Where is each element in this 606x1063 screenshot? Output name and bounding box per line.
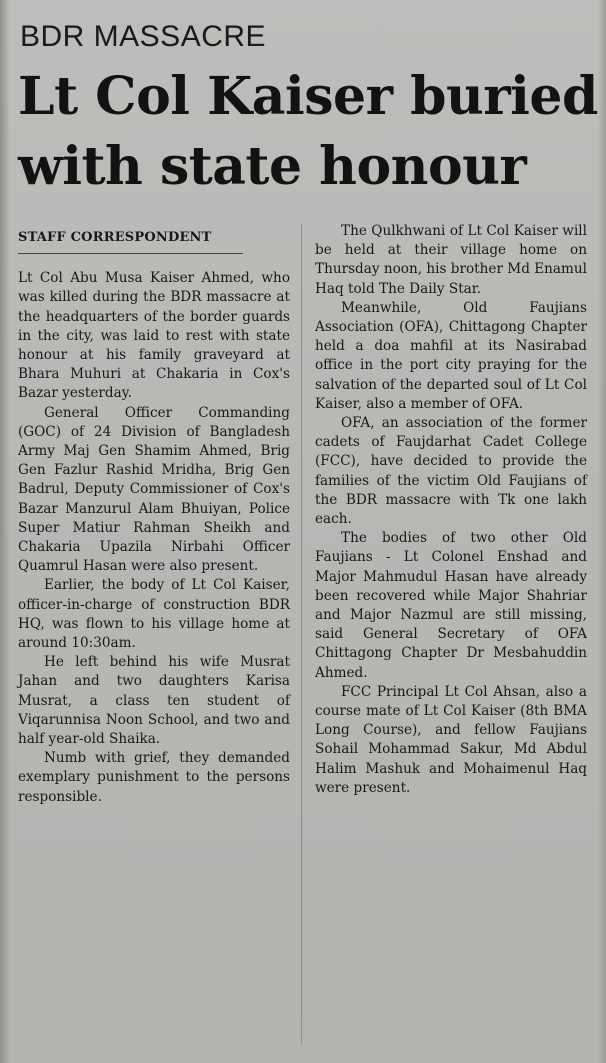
article-headline: Lt Col Kaiser buried with state honour bbox=[18, 66, 598, 197]
paragraph-9: The bodies of two other Old Faujians - Lt Colonel Enshad and Major Mahmudul Hasan have already been recovered while Major Shahriar and Major Nazmul are still missing, said General Secretary of OFA Chittagong Chapter Dr Mesbahuddin Ahmed. bbox=[315, 530, 587, 681]
left-column bbox=[18, 228, 290, 807]
paragraph-5: Numb with grief, they demanded exemplary punishment to the persons responsible. bbox=[18, 750, 290, 805]
paragraph-6: The Qulkhwani of Lt Col Kaiser will be held at their village home on Thursday noon, his brother Md Enamul Haq told The Daily Star. bbox=[315, 223, 587, 297]
right-column bbox=[315, 222, 587, 798]
paragraph-3: Earlier, the body of Lt Col Kaiser, officer-in-charge of construction BDR HQ, was flown to his village home at around 10:30am. bbox=[18, 577, 290, 652]
paper-right-edge-shadow bbox=[598, 0, 606, 1063]
paper-left-edge-shadow bbox=[0, 0, 10, 1063]
paragraph-10: FCC Principal Lt Col Ahsan, also a course mate of Lt Col Kaiser (8th BMA Long Course), and fellow Faujians Sohail Mohammad Sakur, Md Abdul Halim Mashuk and Mohaimenul Haq were present. bbox=[315, 683, 587, 796]
paragraph-1: Lt Col Abu Musa Kaiser Ahmed, who was killed during the BDR massacre at the headquarters of the border guards in the city, was laid to rest with state honour at his family graveyard at Bhara Muhuri at Chakaria in Cox's Bazar yesterday. bbox=[18, 270, 290, 402]
column-divider bbox=[301, 224, 302, 1044]
paragraph-2: General Officer Commanding (GOC) of 24 Division of Bangladesh Army Maj Gen Shamim Ahmed, Brig Gen Fazlur Rashid Mridha, Brig Gen Badrul, Deputy Commissioner of Cox's Bazar Manzurul Alam Bhuiyan, Police Super Matiur Rahman Sheikh and Chakaria Upazila Nirbahi Officer Quamrul Hasan were also present. bbox=[18, 404, 290, 575]
paragraph-8: OFA, an association of the former cadets of Faujdarhat Cadet College (FCC), have decided to provide the families of the victim Old Faujians of the BDR massacre with Tk one lakh each. bbox=[315, 415, 587, 528]
article-kicker: BDR MASSACRE bbox=[20, 20, 267, 53]
byline: STAFF CORRESPONDENT bbox=[18, 228, 243, 254]
paragraph-4: He left behind his wife Musrat Jahan and two daughters Karisa Musrat, a class ten student of Viqarunnisa Noon School, and two and half year-old Shaika. bbox=[18, 654, 290, 748]
paragraph-7: Meanwhile, Old Faujians Association (OFA), Chittagong Chapter held a doa mahfil at its Nasirabad office in the port city praying for the salvation of the departed soul of Lt Col Kaiser, also a member of OFA. bbox=[315, 299, 587, 412]
